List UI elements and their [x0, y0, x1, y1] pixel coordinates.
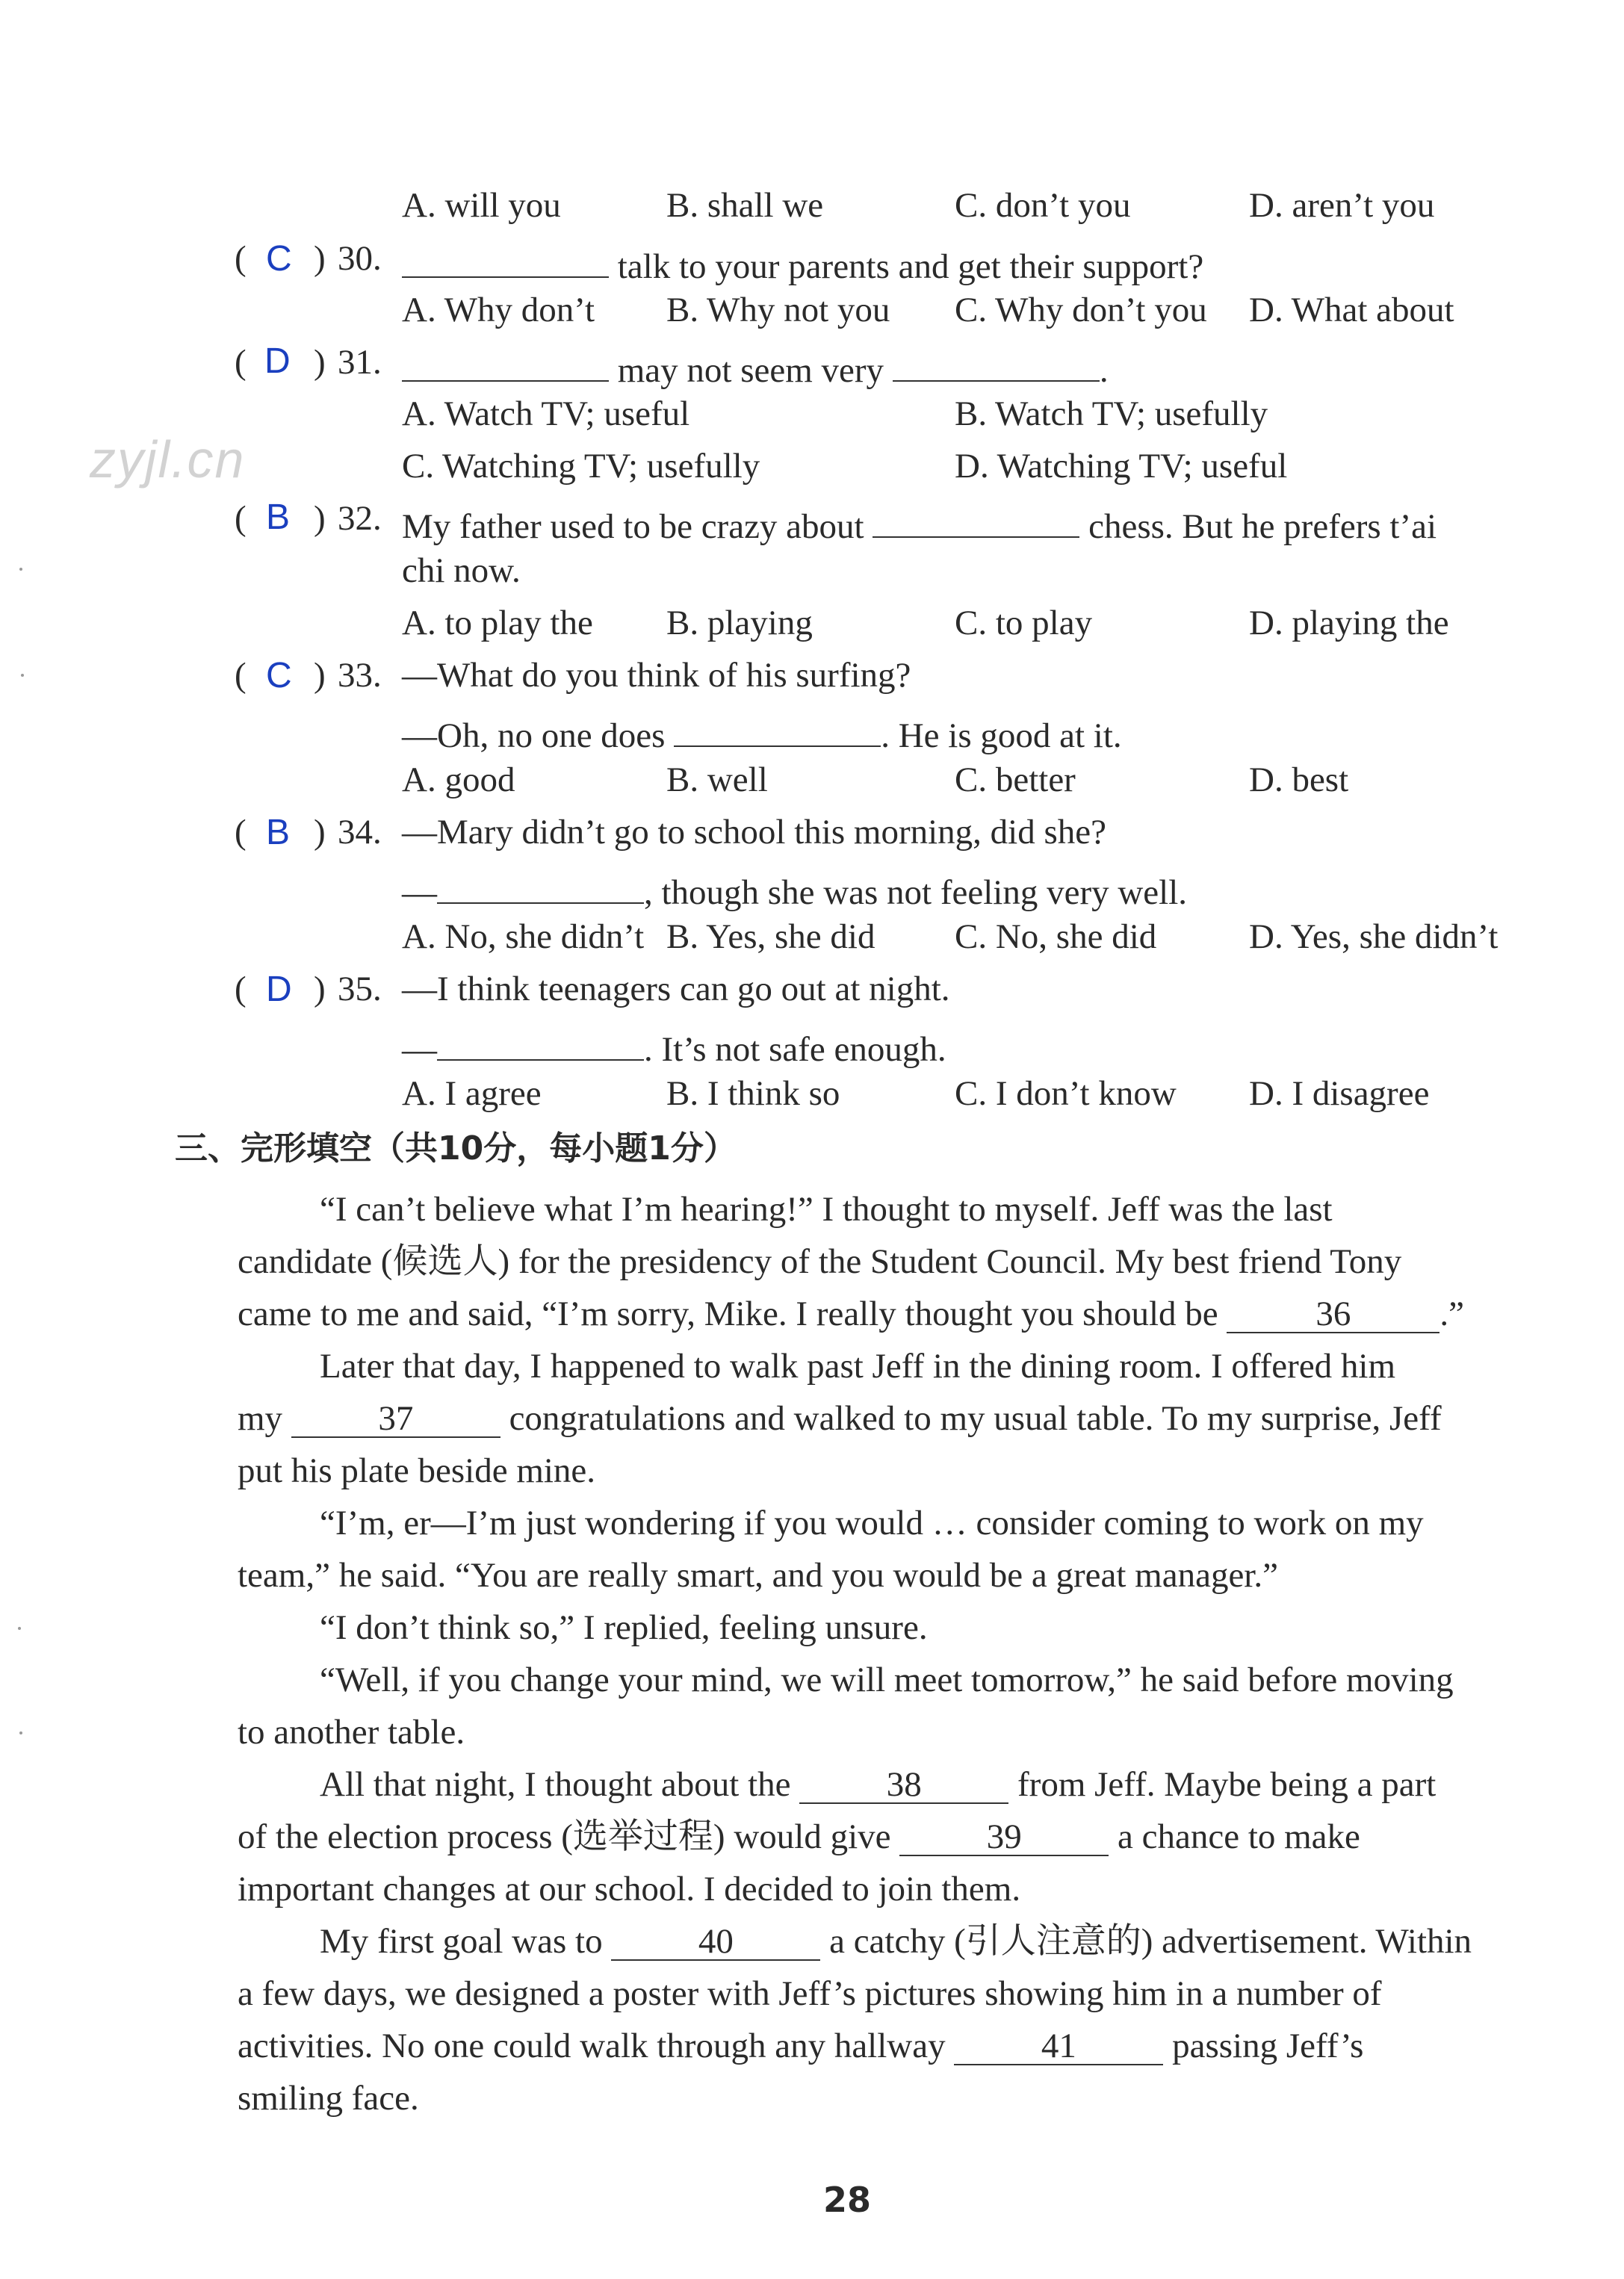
passage-line: to another table. — [238, 1713, 465, 1752]
q32-paren-close: ) — [314, 499, 326, 538]
passage-line: came to me and said, “I’m sorry, Mike. I really thought you should be 36 .” — [238, 1294, 1465, 1333]
q32-option-a: A. to play the — [402, 604, 593, 642]
passage-line: “I don’t think so,” I replied, feeling unsure. — [320, 1608, 928, 1647]
q30-paren-close: ) — [314, 239, 326, 278]
margin-dot — [19, 1731, 22, 1734]
q30-option-d: D. What about — [1249, 291, 1454, 329]
q32-stem: My father used to be crazy about chess. But he prefers t’ai — [402, 501, 1437, 545]
q32-answer: B — [266, 497, 291, 537]
passage-line: All that night, I thought about the 38 from Jeff. Maybe being a part — [320, 1765, 1437, 1804]
q35-stem: —I think teenagers can go out at night. — [402, 970, 950, 1008]
passage-line: smiling face. — [238, 2079, 419, 2118]
q33-stem: —What do you think of his surfing? — [402, 656, 911, 695]
q35-option-b: B. I think so — [666, 1074, 840, 1113]
q35-paren-close: ) — [314, 970, 326, 1008]
passage-line: My first goal was to 40 a catchy (引人注意的) advertisement. Within — [320, 1922, 1472, 1961]
cloze-blank-40: 40 — [611, 1924, 820, 1961]
q35-answer: D — [266, 970, 292, 1009]
cloze-blank-37: 37 — [291, 1401, 500, 1438]
passage-line: “Well, if you change your mind, we will meet tomorrow,” he said before moving — [320, 1661, 1454, 1699]
passage-line: “I can’t believe what I’m hearing!” I thought to myself. Jeff was the last — [320, 1190, 1333, 1229]
q32-blank — [873, 501, 1079, 538]
q29-option-a: A. will you — [402, 186, 561, 225]
passage-line: team,” he said. “You are really smart, and you would be a great manager.” — [238, 1556, 1278, 1595]
passage-line: important changes at our school. I decided to join them. — [238, 1870, 1021, 1909]
q30-option-b: B. Why not you — [666, 291, 890, 329]
q33-number: 33. — [338, 656, 382, 695]
q32-number: 32. — [338, 499, 382, 538]
q31-option-a: A. Watch TV; useful — [402, 394, 690, 433]
cloze-blank-39: 39 — [899, 1820, 1109, 1856]
q30-option-a: A. Why don’t — [402, 291, 595, 329]
q35-reply: — . It’s not safe enough. — [402, 1024, 946, 1067]
q35-option-d: D. I disagree — [1249, 1074, 1430, 1113]
q34-option-a: A. No, she didn’t — [402, 917, 645, 956]
q31-number: 31. — [338, 343, 382, 382]
q29-option-c: C. don’t you — [955, 186, 1131, 225]
q33-option-b: B. well — [666, 760, 768, 799]
q31-paren-close: ) — [314, 343, 326, 382]
page-number: 28 — [823, 2180, 872, 2220]
q35-paren-open: ( — [235, 970, 247, 1008]
q32-option-c: C. to play — [955, 604, 1093, 642]
q34-answer: B — [266, 813, 291, 852]
q30-stem: talk to your parents and get their support? — [402, 241, 1203, 285]
margin-dot — [18, 1627, 21, 1630]
passage-line: candidate (候选人) for the presidency of the Student Council. My best friend Tony — [238, 1242, 1402, 1281]
q34-option-c: C. No, she did — [955, 917, 1157, 956]
q35-option-a: A. I agree — [402, 1074, 542, 1113]
q35-option-c: C. I don’t know — [955, 1074, 1177, 1113]
q30-paren-open: ( — [235, 239, 247, 278]
q31-answer: D — [264, 341, 291, 381]
passage-line: Later that day, I happened to walk past Jeff in the dining room. I offered him — [320, 1347, 1396, 1386]
q30-option-c: C. Why don’t you — [955, 291, 1207, 329]
q29-option-b: B. shall we — [666, 186, 824, 225]
q30-number: 30. — [338, 239, 382, 278]
q31-paren-open: ( — [235, 343, 247, 382]
q33-paren-close: ) — [314, 656, 326, 695]
passage-line: a few days, we designed a poster with Jeff’s pictures showing him in a number of — [238, 1974, 1382, 2013]
q34-number: 34. — [338, 813, 382, 852]
q32-paren-open: ( — [235, 499, 247, 538]
q32-option-b: B. playing — [666, 604, 813, 642]
q34-option-b: B. Yes, she did — [666, 917, 875, 956]
q31-blank-1 — [402, 345, 609, 382]
q31-option-c: C. Watching TV; usefully — [402, 447, 760, 486]
q33-option-a: A. good — [402, 760, 515, 799]
q33-reply: —Oh, no one does . He is good at it. — [402, 710, 1122, 754]
section-title: 三、完形填空（共10分，每小题1分） — [175, 1129, 737, 1168]
q33-paren-open: ( — [235, 656, 247, 695]
q34-blank — [437, 867, 644, 904]
q35-blank — [437, 1024, 644, 1061]
passage-line: put his plate beside mine. — [238, 1451, 596, 1490]
q32-stem-line2: chi now. — [402, 551, 521, 590]
q33-option-c: C. better — [955, 760, 1076, 799]
cloze-blank-36: 36 — [1227, 1297, 1439, 1333]
margin-dot — [19, 568, 22, 571]
q35-number: 35. — [338, 970, 382, 1008]
q31-option-d: D. Watching TV; useful — [955, 447, 1288, 486]
cloze-blank-38: 38 — [799, 1767, 1008, 1804]
q32-option-d: D. playing the — [1249, 604, 1449, 642]
q31-blank-2 — [893, 345, 1100, 382]
q33-answer: C — [266, 656, 292, 695]
margin-dot — [21, 674, 24, 677]
q31-option-b: B. Watch TV; usefully — [955, 394, 1268, 433]
q34-paren-open: ( — [235, 813, 247, 852]
q34-reply: — , though she was not feeling very well. — [402, 867, 1187, 911]
q30-answer: C — [266, 239, 292, 279]
passage-line: “I’m, er—I’m just wondering if you would … consider coming to work on my — [320, 1504, 1424, 1542]
q34-stem: —Mary didn’t go to school this morning, did she? — [402, 813, 1106, 852]
q34-option-d: D. Yes, she didn’t — [1249, 917, 1499, 956]
q31-stem: may not seem very . — [402, 345, 1109, 388]
cloze-blank-41: 41 — [954, 2029, 1163, 2065]
passage-line: my 37 congratulations and walked to my usual table. To my surprise, Jeff — [238, 1399, 1442, 1438]
q29-option-d: D. aren’t you — [1249, 186, 1435, 225]
q33-option-d: D. best — [1249, 760, 1349, 799]
q30-blank — [402, 241, 609, 278]
q34-paren-close: ) — [314, 813, 326, 852]
watermark: zyjl.cn — [90, 430, 246, 489]
q33-blank — [674, 710, 881, 747]
passage-line: of the election process (选举过程) would give 39 a chance to make — [238, 1817, 1360, 1856]
passage-line: activities. No one could walk through any hallway 41 passing Jeff’s — [238, 2027, 1364, 2065]
